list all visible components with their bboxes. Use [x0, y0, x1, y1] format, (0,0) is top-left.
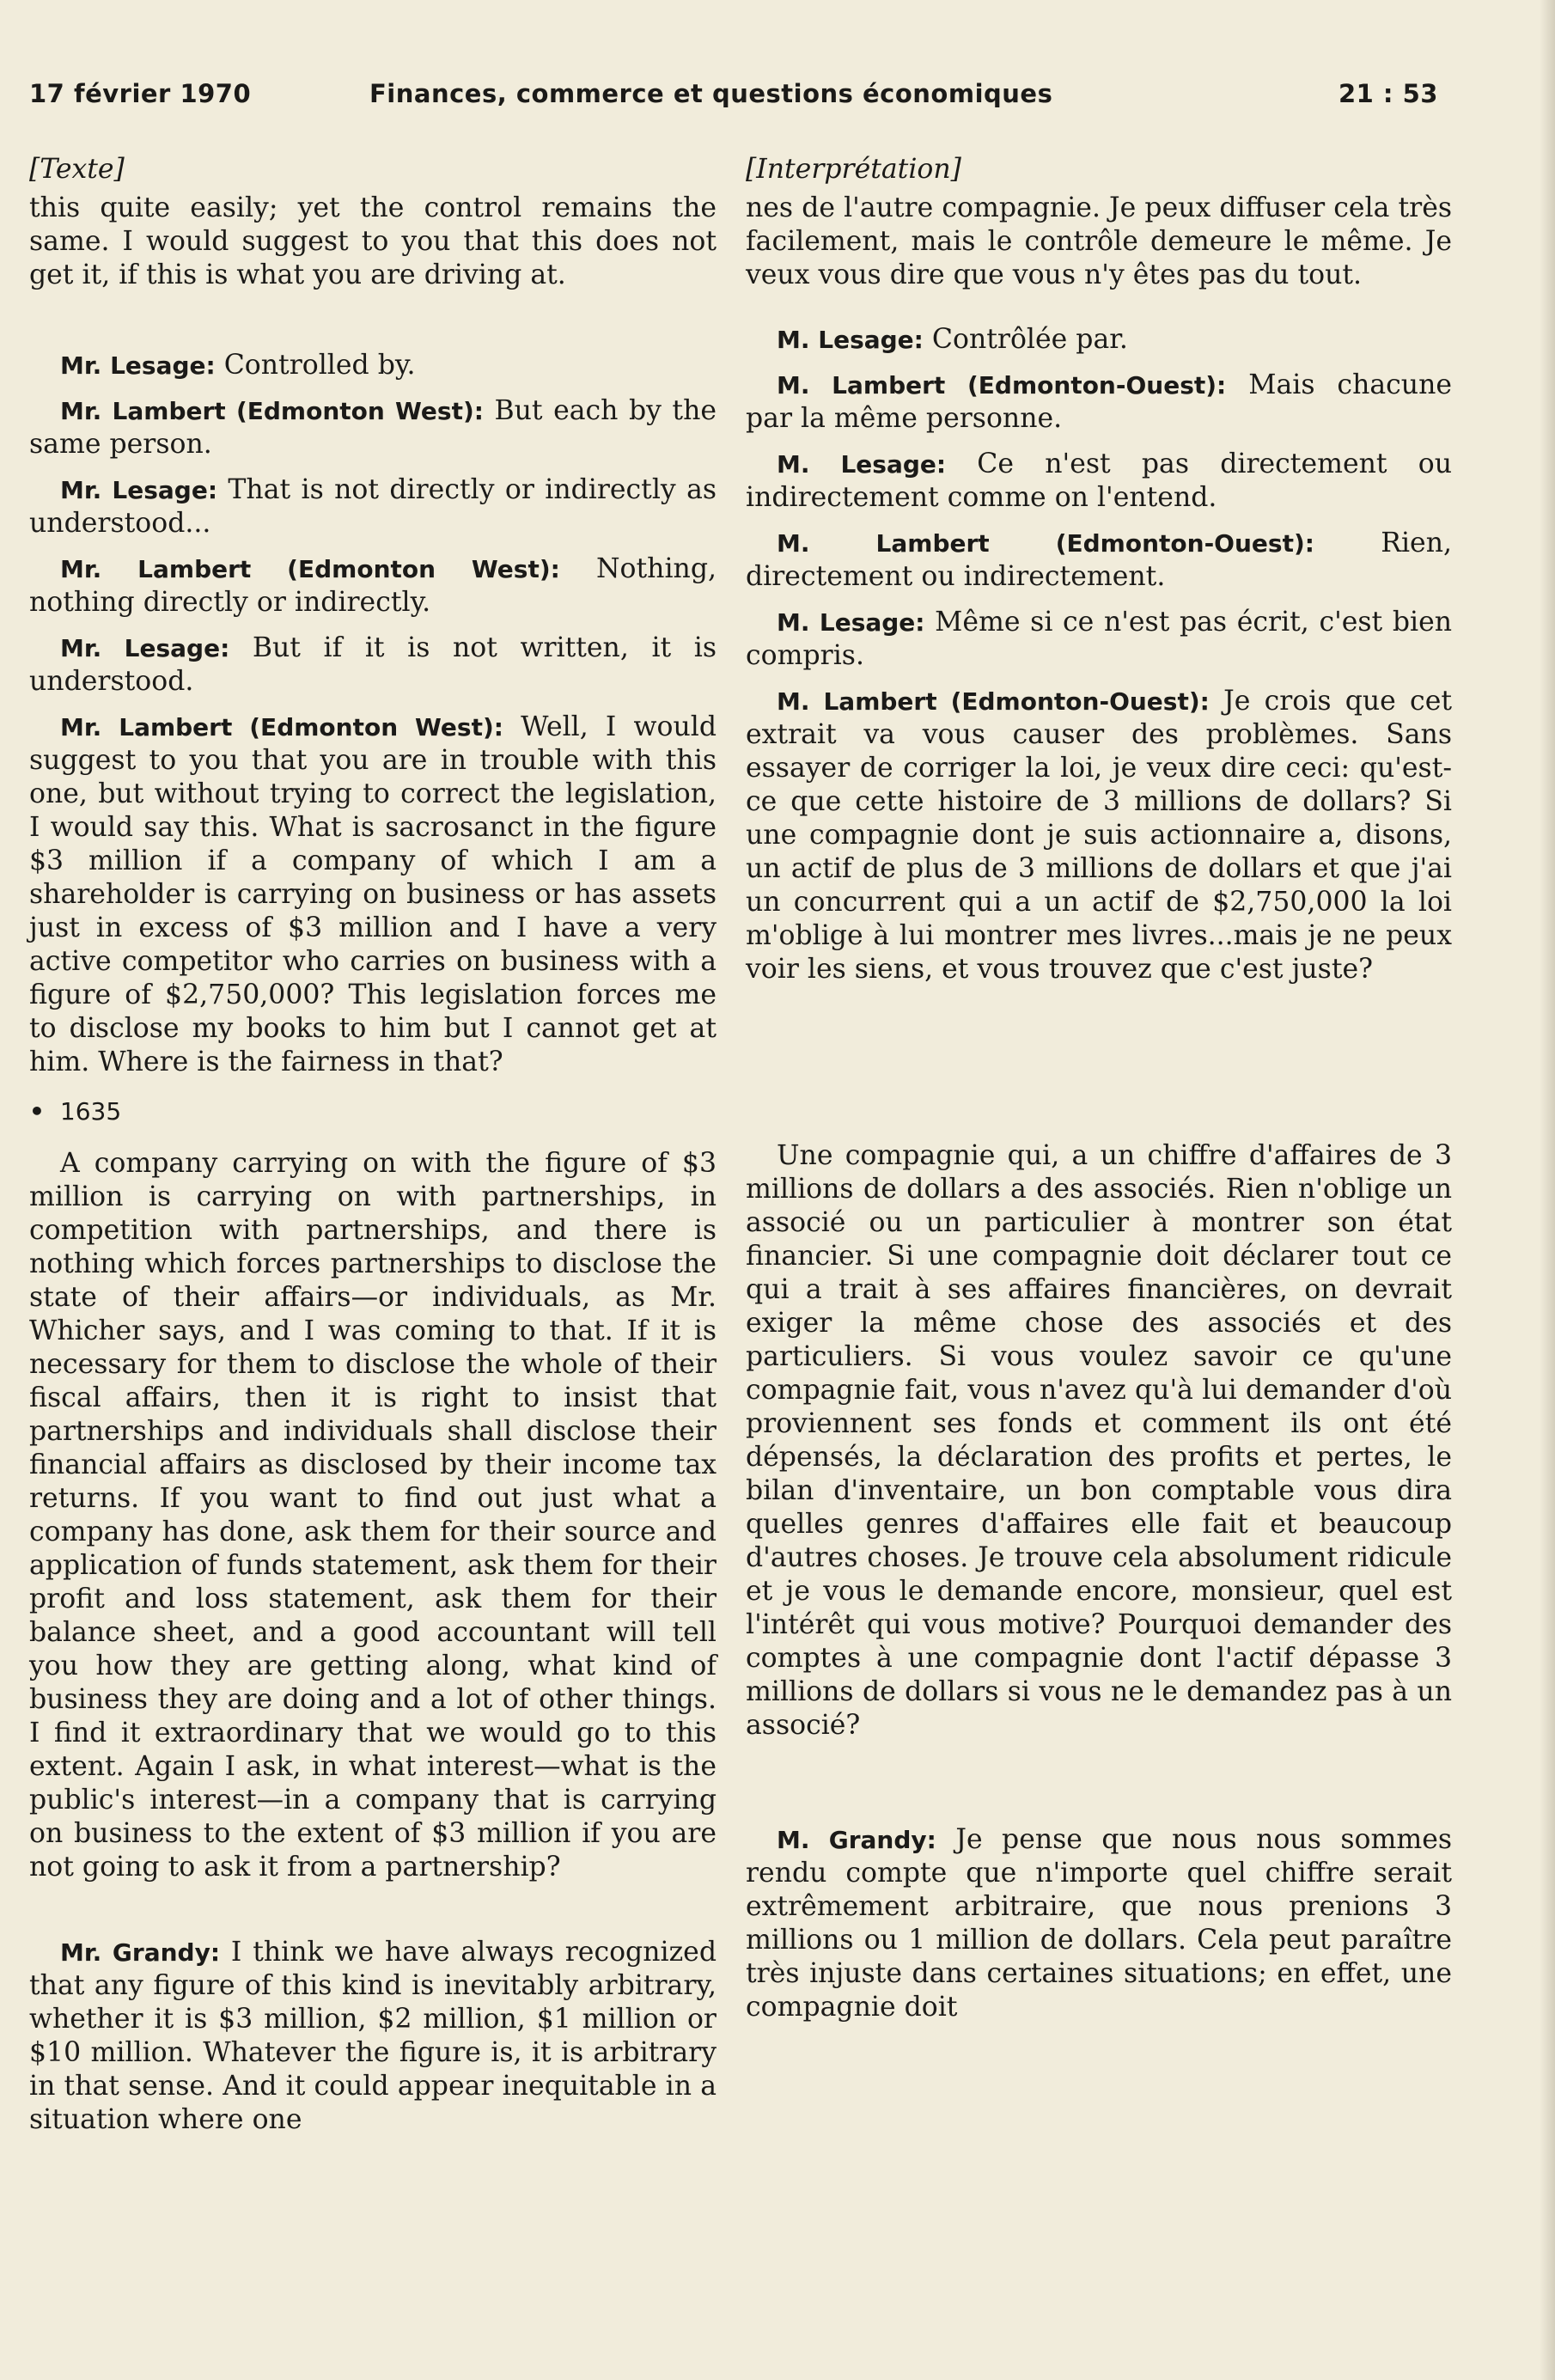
speech-entry — [746, 685, 1452, 986]
bullet-icon: • — [29, 1097, 45, 1126]
speech-entry — [746, 606, 1452, 673]
continuation-paragraph: Une compagnie qui, a un chiffre d'affaires de 3 millions de dollars a des associés. Rien n'oblige un associé ou un particulier à montrer son état financier. Si une compagnie doit déclarer tout ce qui a trait à ses affaires financières, on devrait exiger la même chose des associés et des particuliers. Si vous voulez savoir ce qu'une compagnie fait, vous n'avez qu'à lui demander d'où proviennent ses fonds et comment ils ont été dépensés, la déclaration des profits et pertes, le bilan d'inventaire, un bon comptable vous dira quelles genres d'affaires elle fait et beaucoup d'autres choses. Je trouve cela absolument ridicule et je vous le demande encore, monsieur, quel est l'intérêt qui vous motive? Pourquoi demander des comptes à une compagnie dont l'actif dépasse 3 millions de dollars si vous ne le demandez pas à un associé? — [746, 1140, 1452, 1741]
speech-entry — [29, 394, 717, 461]
speaker-name: Mr. Lambert (Edmonton West): — [60, 713, 503, 741]
speaker-name: Mr. Grandy: — [60, 1938, 221, 1967]
speech-entry — [29, 1936, 717, 2137]
time-marker — [29, 1095, 717, 1128]
page-edge-shadow — [1540, 0, 1555, 2380]
page-number: 21 : 53 — [1338, 79, 1438, 108]
speech-text: Même si ce n'est pas écrit, c'est bien compris. — [746, 607, 1453, 671]
speech-entry — [746, 1823, 1452, 2024]
speaker-name: Mr. Lesage: — [60, 634, 230, 662]
french-column — [746, 153, 1452, 2024]
speech-entry — [29, 473, 717, 540]
header-title: Finances, commerce et questions économiques — [369, 79, 1053, 108]
speech-text: Controlled by. — [223, 350, 416, 381]
opening-paragraph: this quite easily; yet the control remains the same. I would suggest to you that this does not get it, if this is what you are driving at. — [29, 192, 717, 290]
speaker-name: M. Lambert (Edmonton-Ouest): — [777, 687, 1210, 716]
opening-paragraph: nes de l'autre compagnie. Je peux diffuser cela très facilement, mais le contrôle demeure le même. Je veux vous dire que vous n'y êtes pas du tout. — [746, 192, 1452, 290]
column-label-interpretation: [Interprétation] — [746, 154, 961, 185]
speech-text: Je crois que cet extrait va vous causer des problèmes. Sans essayer de corriger la loi, je veux dire ceci: qu'est-ce que cette histoire de 3 millions de dollars? Si une compagnie dont je suis actionnaire a, disons, un actif de plus de 3 millions de dollars et que j'ai un concurrent qui a un actif de $2,750,000 la loi m'oblige à lui montrer mes livres...mais je ne peux voir les siens, et vous trouvez que c'est juste? — [746, 686, 1452, 985]
speaker-name: M. Lesage: — [777, 608, 925, 637]
speaker-name: Mr. Lesage: — [60, 351, 216, 380]
speech-entry — [29, 711, 717, 1079]
speech-text: Je pense que nous nous sommes rendu compte que n'importe quel chiffre serait extrêmement arbitraire, que nous prenions 3 millions ou 1 million de dollars. Cela peut paraître très injuste dans certaines situations; en effet, une compagnie doit — [746, 1824, 1453, 2023]
speech-text: Contrôlée par. — [931, 324, 1128, 355]
english-column — [29, 153, 717, 2137]
speaker-name: Mr. Lambert (Edmonton West): — [60, 555, 560, 583]
speaker-name: M. Lambert (Edmonton-Ouest): — [777, 371, 1227, 400]
speech-entry — [746, 369, 1452, 436]
speech-entry — [746, 323, 1452, 357]
speech-entry — [29, 632, 717, 699]
speaker-name: M. Lambert (Edmonton-Ouest): — [777, 529, 1314, 558]
speech-text: Nothing, nothing directly or indirectly. — [29, 553, 717, 618]
speaker-name: M. Lesage: — [777, 326, 924, 354]
speech-text: Ce n'est pas directement ou indirectement comme on l'entend. — [746, 449, 1453, 513]
speech-text: That is not directly or indirectly as understood... — [29, 474, 717, 539]
speech-text: But if it is not written, it is understood. — [29, 632, 717, 697]
continuation-paragraph: A company carrying on with the figure of $3 million is carrying on with partnerships, in competition with partnerships, and there is nothing which forces partnerships to disclose the state of their affairs—or individuals, as Mr. Whicher says, and I was coming to that. If it is necessary for them to disclose the whole of their fiscal affairs, then it is right to insist that partnerships and individuals shall disclose their financial affairs as disclosed by their income tax returns. If you want to find out just what a company has done, ask them for their source and application of funds statement, ask them for their profit and loss statement, ask them for their balance sheet, and a good accountant will tell you how they are getting along, what kind of business they are doing and a lot of other things. I find it extraordinary that we would go to this extent. Again I ask, in what interest—what is the public's interest—in a company that is carrying on business to the extent of $3 million if you are not going to ask it from a partnership? — [29, 1148, 717, 1883]
time-marker-text: 1635 — [59, 1097, 122, 1126]
speech-text: But each by the same person. — [29, 395, 717, 460]
speech-entry — [29, 552, 717, 619]
speech-text: Well, I would suggest to you that you are in trouble with this one, but without trying to correct the legislation, I would say this. What is sacrosanct in the figure $3 million if a company of which I am a shareholder is carrying on business or has assets just in excess of $3 million and I have a very active competitor who carries on business with a figure of $2,750,000? This legislation forces me to disclose my books to him but I cannot get at him. Where is the fairness in that? — [29, 711, 717, 1077]
column-label-text: [Texte] — [29, 154, 125, 185]
header-date: 17 février 1970 — [29, 79, 252, 108]
speaker-name: M. Lesage: — [777, 450, 947, 479]
speaker-name: Mr. Lambert (Edmonton West): — [60, 397, 484, 425]
speech-entry — [746, 527, 1452, 594]
speech-text: Rien, directement ou indirectement. — [746, 528, 1452, 592]
speech-text: Mais chacune par la même personne. — [746, 369, 1453, 434]
page-header — [29, 79, 1438, 122]
speaker-name: M. Grandy: — [777, 1826, 936, 1854]
speech-text: I think we have always recognized that any figure of this kind is inevitably arbitrary, whether it is $3 million, $2 million, $1 million or $10 million. Whatever the figure is, it is arbitrary in that sense. And it could appear inequitable in a situation where one — [29, 1937, 717, 2135]
speech-entry — [746, 448, 1452, 515]
speech-entry — [29, 349, 717, 382]
speaker-name: Mr. Lesage: — [60, 476, 218, 504]
